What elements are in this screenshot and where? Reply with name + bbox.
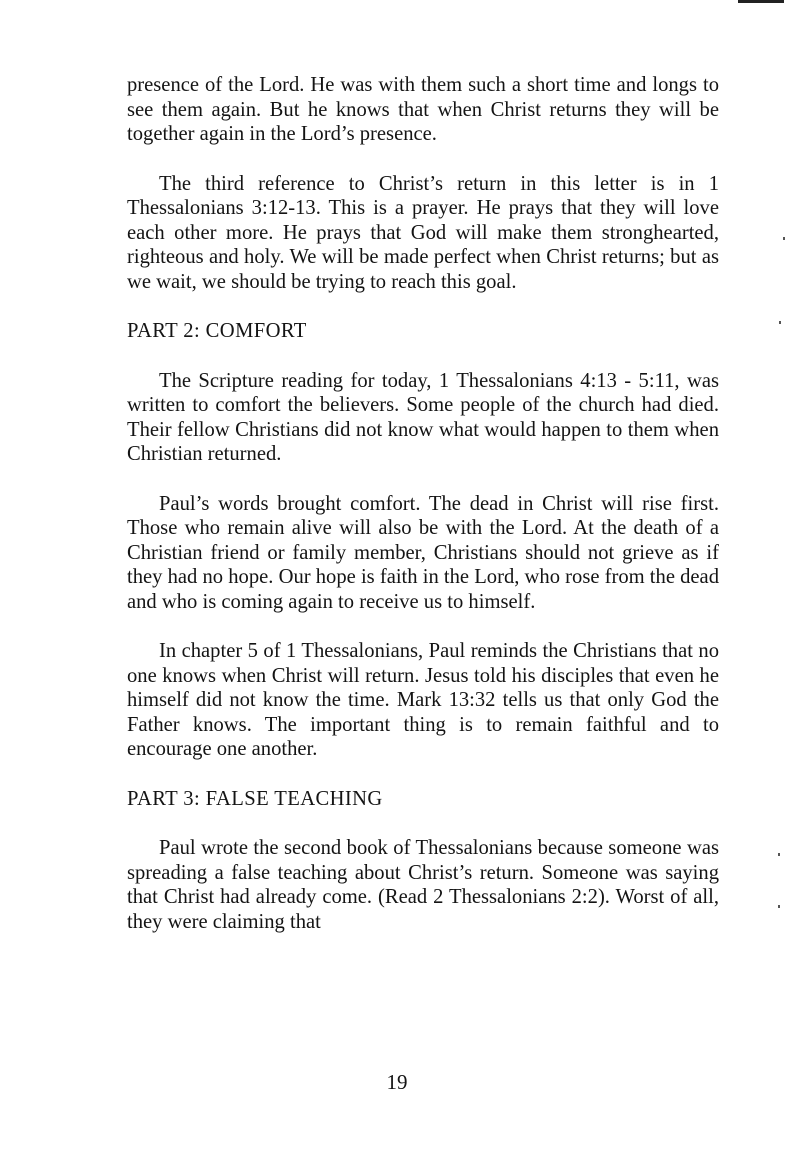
- top-edge-rule: [738, 0, 784, 3]
- scan-speck: [778, 905, 780, 908]
- page-number: 19: [386, 1070, 408, 1094]
- paragraph-continuation: presence of the Lord. He was with them such a short time and longs to see them again. But he knows that when Christ returns they will be together again in the Lord’s presence.: [127, 74, 719, 145]
- paragraph-chapter-five: In chapter 5 of 1 Thessalonians, Paul reminds the Christians that no one knows when Christ will return. Jesus told his disciples that even he himself did not know the time. Mark 13:32 tells us that only God the Father knows. The important thing is to remain faithful and to encourage one another.: [127, 640, 719, 760]
- scan-speck: [778, 853, 780, 856]
- paragraph-second-book: Paul wrote the second book of Thessalonians because someone was spreading a false teaching about Christ’s return. Someone was saying that Christ had already come. (Read 2 Thessalonians 2:2). Worst of all, they were claiming that: [127, 837, 719, 933]
- scan-speck: [779, 321, 781, 324]
- section-heading-comfort: PART 2: COMFORT: [127, 320, 307, 342]
- paragraph-scripture-reading: The Scripture reading for today, 1 Thessalonians 4:13 - 5:11, was written to comfort the believers. Some people of the church had died. Their fellow Christians did not know what would happen to them when Christian returned.: [127, 369, 719, 465]
- page-body: [127, 73, 719, 959]
- paragraph-pauls-words: Paul’s words brought comfort. The dead in Christ will rise first. Those who remain alive will also be with the Lord. At the death of a Christian friend or family member, Christians should not grieve as if they had no hope. Our hope is faith in the Lord, who rose from the dead and who is coming again to receive us to himself.: [127, 492, 719, 613]
- section-heading-false-teaching: PART 3: FALSE TEACHING: [127, 787, 383, 810]
- scan-speck: [783, 237, 785, 240]
- paragraph-third-reference: The third reference to Christ’s return in this letter is in 1 Thessalonians 3:12-13. This is a prayer. He prays that they will love each other more. He prays that God will make them stronghearted, righteous and holy. We will be made perfect when Christ returns; but as we wait, we should be trying to reach this goal.: [127, 172, 719, 293]
